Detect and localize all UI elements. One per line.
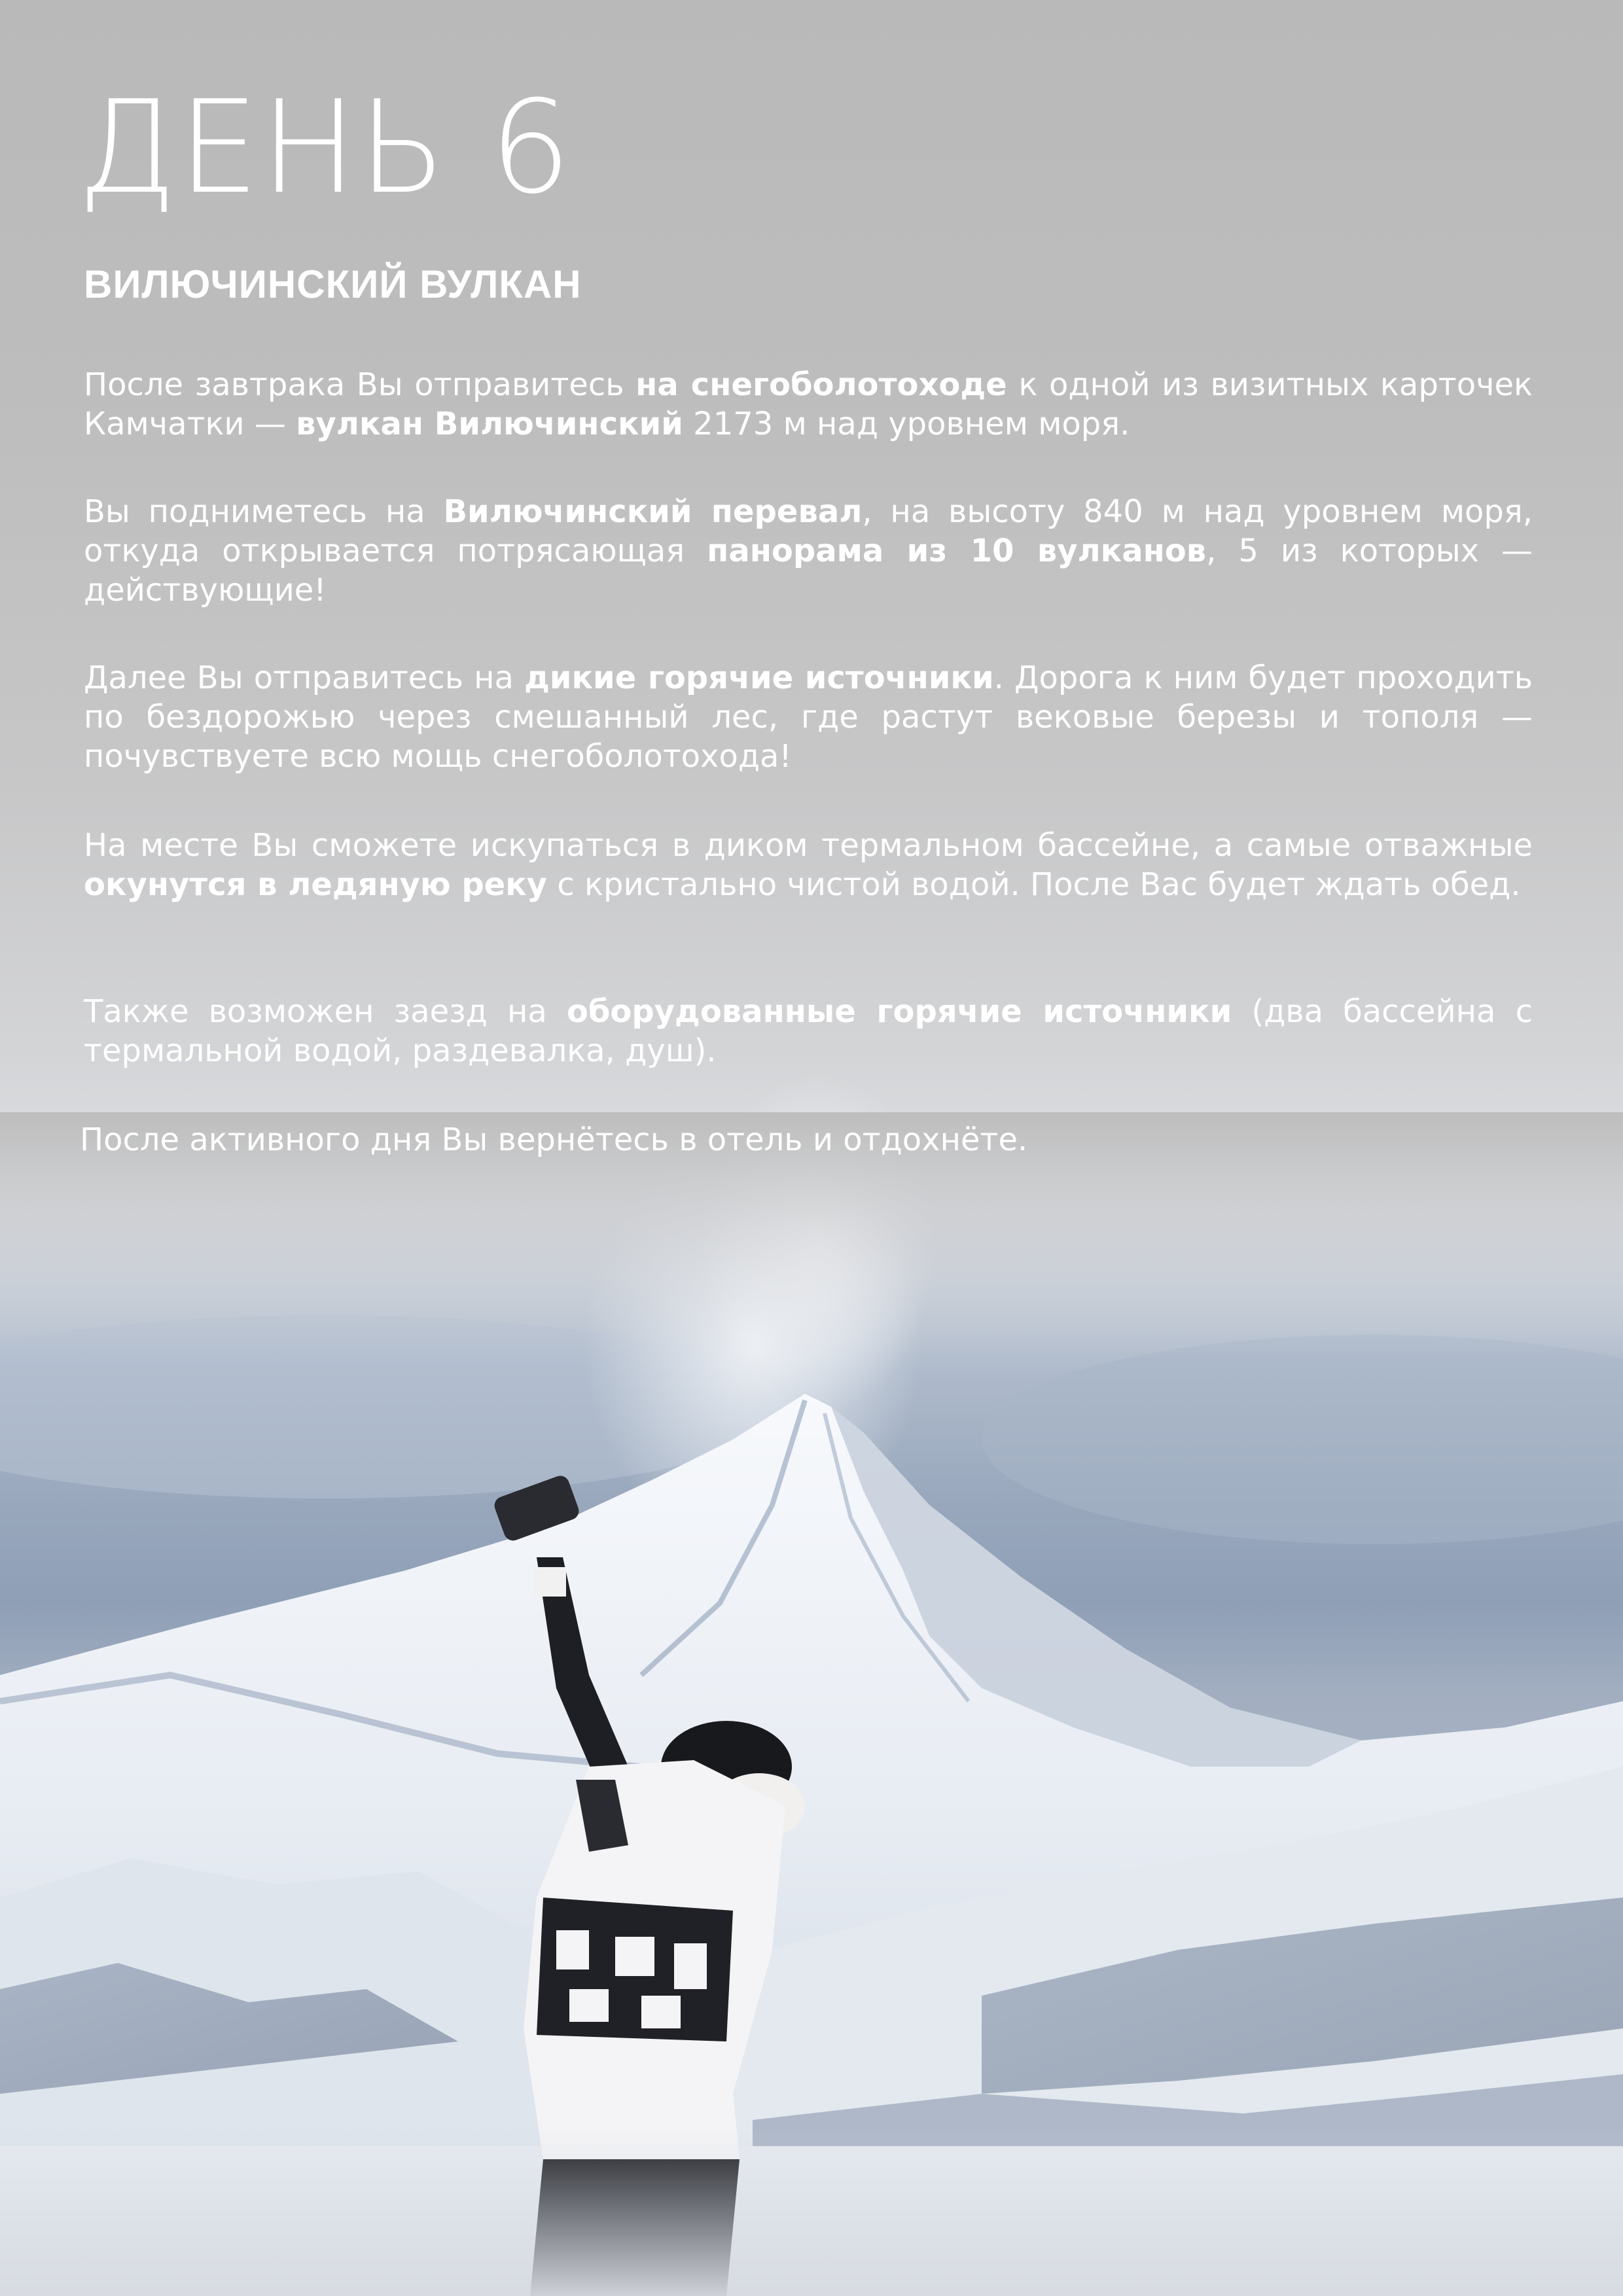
paragraph-text: Далее Вы отправитесь на [84,660,525,696]
paragraph-text: , 5 из которых — действующие! [84,533,1533,609]
paragraph-bold: на снегоболотоходе [635,366,1007,403]
paragraph-text: к одной из визитных карточек Камчатки — [84,366,1533,442]
paragraph-bold: вулкан Вилючинский [296,406,683,442]
paragraph-1 [84,365,1533,444]
paragraph-bold: дикие горячие источники [524,660,994,696]
day-title: ДЕНЬ 6 [77,73,573,222]
paragraph-bold: Вилючинский перевал [443,493,863,530]
section-subtitle: ВИЛЮЧИНСКИЙ ВУЛКАН [84,262,582,306]
paragraph-6 [80,1120,1529,1159]
paragraph-bold: окунутся в ледяную реку [84,866,548,903]
bottom-fog [0,2127,1623,2296]
paragraph-text: Также возможен заезд на [84,993,567,1030]
paragraph-text: , на высоту 840 м над уровнем моря, откуда открывается потрясающая [84,493,1533,569]
paragraph-text: . Дорога к ним будет проходить по бездорожью через смешанный лес, где растут вековые березы и тополя — почувствуете всю мощь снегоболотохода! [84,660,1533,775]
paragraph-2 [84,492,1533,610]
paragraph-text: После завтрака Вы отправитесь [84,366,636,403]
paragraph-text: После активного дня Вы вернётесь в отель и отдохнёте. [80,1122,1028,1158]
paragraph-text: На месте Вы сможете искупаться в диком термальном бассейне, а самые отважные [84,827,1533,864]
paragraph-text: Вы подниметесь на [84,493,444,530]
paragraph-bold: панорама из 10 вулканов [707,533,1207,569]
paragraph-text: 2173 м над уровнем моря. [683,406,1130,442]
paragraph-5 [84,992,1533,1070]
paragraph-3 [84,658,1533,776]
paragraph-bold: оборудованные горячие источники [566,993,1232,1030]
paragraph-4 [84,826,1533,904]
cloud-right [982,1335,1623,1544]
paragraph-text: с кристально чистой водой. После Вас будет ждать обед. [547,866,1521,903]
paragraph-text: (два бассейна с термальной водой, раздевалка, душ). [84,993,1533,1069]
